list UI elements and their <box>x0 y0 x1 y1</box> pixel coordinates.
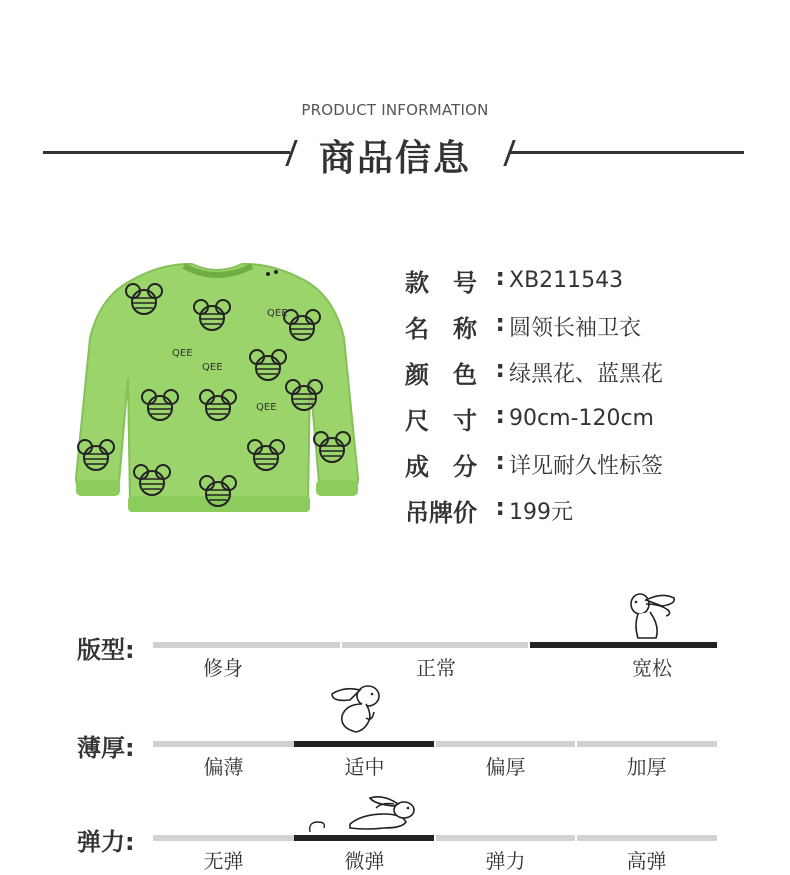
scale-segment <box>435 741 576 747</box>
scale-option: 偏厚 <box>485 755 526 779</box>
scale-option: 弹力 <box>485 849 526 873</box>
scale-segment-selected <box>294 741 435 747</box>
svg-text:QEE: QEE <box>256 402 277 413</box>
spec-label: 吊牌价 <box>405 498 477 527</box>
spec-label: 成 分 <box>405 452 477 481</box>
scale-segment <box>341 642 529 648</box>
scale-segment <box>153 741 294 747</box>
scale-segment <box>576 741 717 747</box>
spec-value: 圆领长袖卫衣 <box>509 315 642 341</box>
scale-segment <box>435 835 576 841</box>
spec-row: 成 分 : 详见耐久性标签 <box>405 446 664 481</box>
spec-value: 199元 <box>509 499 573 525</box>
green-sweatshirt-image <box>72 258 362 520</box>
spec-label: 款 号 <box>405 268 477 297</box>
scale-option: 正常 <box>416 656 456 680</box>
bunny-marker-icon <box>326 682 384 738</box>
scale-label-elasticity: 弹力: <box>77 828 135 856</box>
scale-option: 偏薄 <box>203 755 244 779</box>
scale-label-fit: 版型: <box>77 636 135 664</box>
spec-label: 尺 寸 <box>405 406 477 435</box>
spec-label: 颜 色 <box>405 360 477 389</box>
scale-segment-selected <box>529 642 717 648</box>
product-image <box>72 258 362 520</box>
spec-value: 90cm-120cm <box>509 405 654 431</box>
svg-text:QEE: QEE <box>202 362 223 373</box>
svg-text:QEE: QEE <box>172 348 193 359</box>
section-title: 商品信息 <box>318 138 471 179</box>
scale-option: 无弹 <box>203 849 244 873</box>
scale-segment <box>153 642 341 648</box>
spec-value: 详见耐久性标签 <box>509 453 664 479</box>
scale-track-elasticity <box>153 835 717 841</box>
section-subtitle: PRODUCT INFORMATION <box>301 101 489 119</box>
scale-track-fit <box>153 642 717 648</box>
scale-option: 修身 <box>203 656 243 680</box>
spec-row: 名 称 : 圆领长袖卫衣 <box>405 308 642 343</box>
scale-option-selected: 微弹 <box>344 849 385 873</box>
svg-text:QEE: QEE <box>267 308 288 319</box>
spec-row: 尺 寸 : 90cm-120cm <box>405 400 654 435</box>
scale-segment <box>576 835 717 841</box>
scale-option-selected: 宽松 <box>632 656 672 680</box>
spec-label: 名 称 <box>405 314 477 343</box>
scale-segment <box>153 835 294 841</box>
bunny-marker-icon <box>628 590 682 642</box>
bunny-marker-icon <box>306 792 420 836</box>
spec-row: 吊牌价 : 199元 <box>405 492 573 527</box>
scale-option: 高弹 <box>626 849 667 873</box>
scale-option: 加厚 <box>626 755 667 779</box>
title-divider-right <box>510 151 744 154</box>
spec-value: 绿黑花、蓝黑花 <box>509 361 664 387</box>
spec-row: 款 号 : XB211543 <box>405 262 624 297</box>
spec-row: 颜 色 : 绿黑花、蓝黑花 <box>405 354 664 389</box>
scale-track-thickness <box>153 741 717 747</box>
scale-option-selected: 适中 <box>344 755 385 779</box>
scale-label-thickness: 薄厚: <box>77 734 135 762</box>
spec-value: XB211543 <box>509 267 624 293</box>
